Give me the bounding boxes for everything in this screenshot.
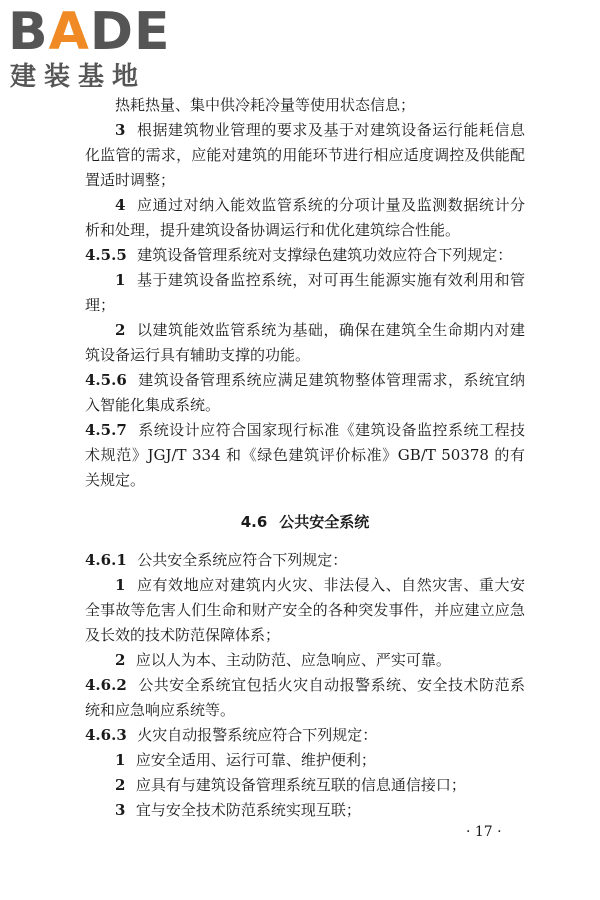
item-number: 2 xyxy=(115,321,126,339)
clause-text: 建筑设备管理系统应满足建筑物整体管理需求，系统宜纳入智能化集成系统。 xyxy=(85,371,525,414)
list-item xyxy=(85,268,525,318)
item-text: 应安全适用、运行可靠、维护便利； xyxy=(135,751,376,769)
clause-text: 火灾自动报警系统应符合下列规定： xyxy=(137,726,378,744)
list-item xyxy=(85,773,525,798)
item-number: 1 xyxy=(115,751,126,769)
logo-brand-suffix: DE xyxy=(89,2,171,62)
item-number: 1 xyxy=(115,576,126,594)
section-title-text: 公共安全系统 xyxy=(279,513,370,531)
item-text: 应以人为本、主动防范、应急响应、严实可靠。 xyxy=(135,651,451,669)
item-number: 4 xyxy=(115,196,126,214)
clause xyxy=(85,723,525,748)
item-text: 以建筑能效监管系统为基础，确保在建筑全生命期内对建筑设备运行具有辅助支撑的功能。 xyxy=(85,321,525,364)
item-number: 3 xyxy=(115,121,126,139)
clause-text: 公共安全系统宜包括火灾自动报警系统、安全技术防范系统和应急响应系统等。 xyxy=(85,676,525,719)
clause xyxy=(85,243,525,268)
list-item xyxy=(85,573,525,648)
clause-number: 4.5.7 xyxy=(85,421,127,439)
clause xyxy=(85,548,525,573)
section-heading xyxy=(85,510,525,535)
clause-number: 4.6.2 xyxy=(85,676,127,694)
item-text: 应具有与建筑设备管理系统互联的信息通信接口； xyxy=(135,776,466,794)
list-item xyxy=(85,193,525,243)
clause xyxy=(85,368,525,418)
item-text: 应通过对纳入能效监管系统的分项计量及监测数据统计分析和处理，提升建筑设备协调运行和优化建筑综合性能。 xyxy=(85,196,525,239)
clause-number: 4.5.6 xyxy=(85,371,127,389)
list-item xyxy=(85,648,525,673)
logo-brand-text xyxy=(8,4,171,60)
item-text: 宜与安全技术防范系统实现互联； xyxy=(135,801,361,819)
item-number: 2 xyxy=(115,776,126,794)
item-number: 1 xyxy=(115,271,126,289)
clause-text: 系统设计应符合国家现行标准《建筑设备监控系统工程技术规范》JGJ/T 334 和《绿色建筑评价标准》GB/T 50378 的有关规定。 xyxy=(85,421,525,489)
item-number: 3 xyxy=(115,801,126,819)
clause-text: 公共安全系统应符合下列规定： xyxy=(137,551,348,569)
item-text: 应有效地应对建筑内火灾、非法侵入、自然灾害、重大安全事故等危害人们生命和财产安全的各种突发事件，并应建立应急及长效的技术防范保障体系； xyxy=(85,576,525,644)
paragraph-text: 热耗热量、集中供冷耗冷量等使用状态信息； xyxy=(115,96,416,114)
section-number: 4.6 xyxy=(240,513,268,531)
item-text: 根据建筑物业管理的要求及基于对建筑设备运行能耗信息化监管的需求，应能对建筑的用能环节进行相应适度调控及供能配置适时调整； xyxy=(85,121,525,189)
list-item xyxy=(85,748,525,773)
clause-text: 建筑设备管理系统对支撑绿色建筑功效应符合下列规定： xyxy=(137,246,513,264)
list-item xyxy=(85,798,525,823)
logo-brand-cn: 建装基地 xyxy=(10,62,147,92)
bade-logo xyxy=(8,4,178,96)
item-number: 2 xyxy=(115,651,126,669)
item-text: 基于建筑设备监控系统，对可再生能源实施有效利用和管理； xyxy=(85,271,525,314)
clause-number: 4.6.3 xyxy=(85,726,127,744)
paragraph xyxy=(85,93,525,118)
logo-brand-prefix: B xyxy=(8,2,49,62)
list-item xyxy=(85,118,525,193)
clause-number: 4.6.1 xyxy=(85,551,127,569)
clause-number: 4.5.5 xyxy=(85,246,127,264)
page-number: · 17 · xyxy=(466,824,502,840)
document-body xyxy=(85,93,525,823)
logo-brand-highlight: A xyxy=(48,2,90,62)
clause xyxy=(85,673,525,723)
clause xyxy=(85,418,525,493)
list-item xyxy=(85,318,525,368)
